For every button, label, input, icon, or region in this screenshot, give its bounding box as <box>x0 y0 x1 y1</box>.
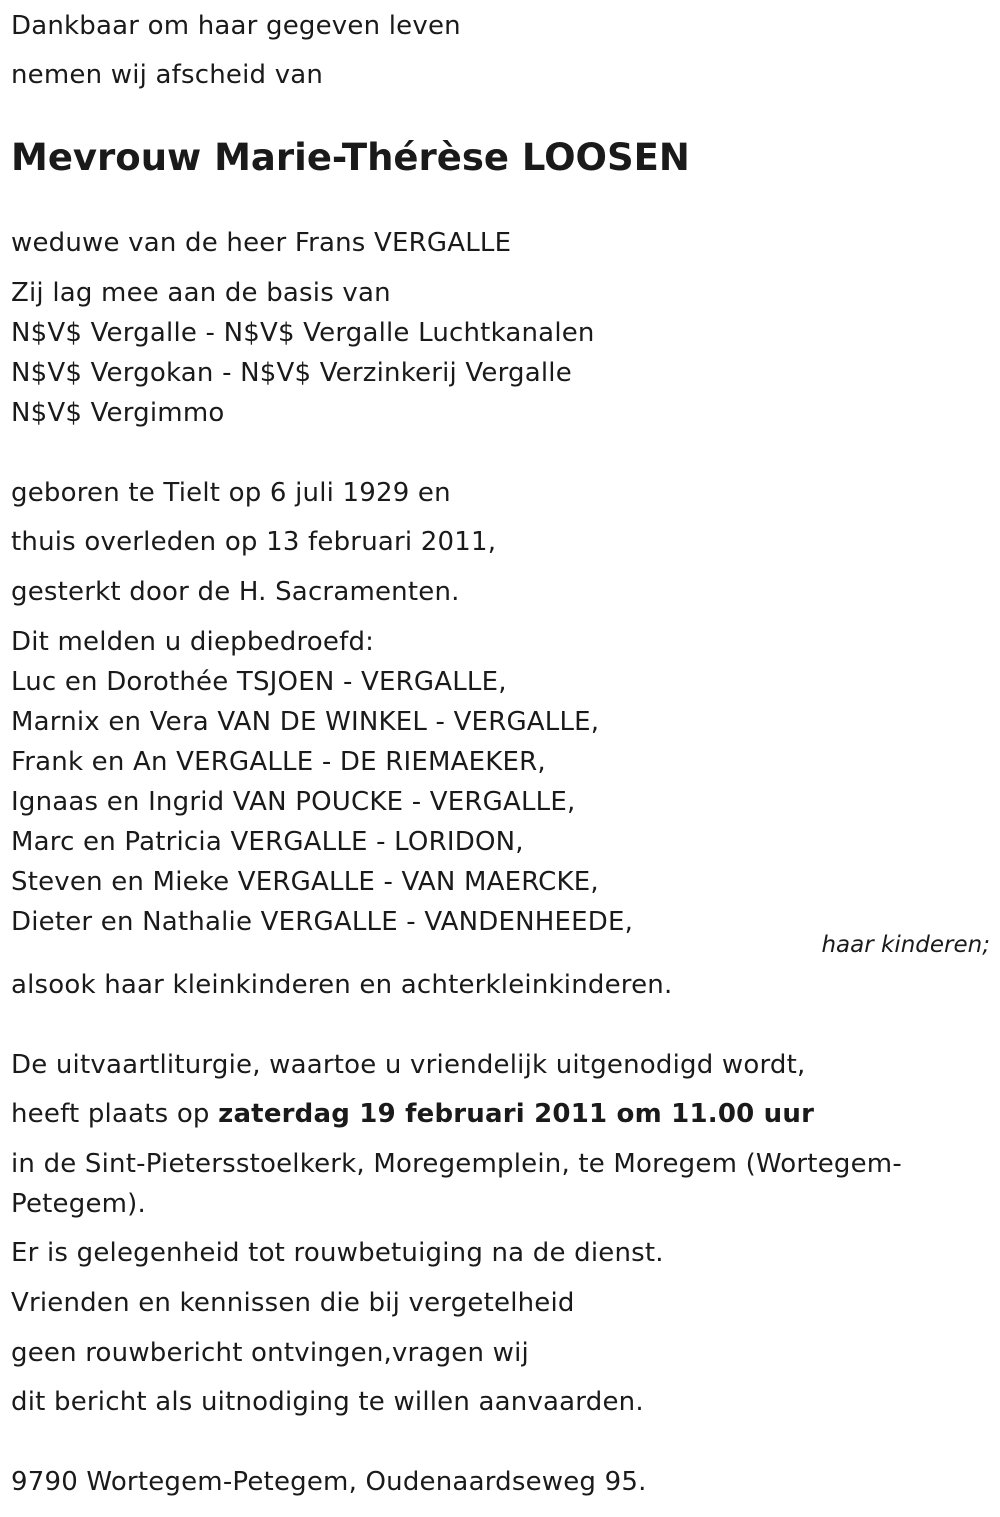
friends-line-1: Vrienden en kennissen die bij vergetelheid <box>11 1288 575 1318</box>
funeral-line-3: in de Sint-Pietersstoelkerk, Moregemplein, te Moregem (Wortegem- <box>11 1149 902 1179</box>
basis-line: N$V$ Vergimmo <box>11 398 225 428</box>
funeral-line-4: Petegem). <box>11 1189 146 1219</box>
friends-line-3: dit bericht als uitnodiging te willen aanvaarden. <box>11 1387 644 1417</box>
died-line: thuis overleden op 13 februari 2011, <box>11 527 497 557</box>
intro-line-1: Dankbaar om haar gegeven leven <box>11 11 461 41</box>
child-line: Frank en An VERGALLE - DE RIEMAEKER, <box>11 747 546 777</box>
address-line: 9790 Wortegem-Petegem, Oudenaardseweg 95. <box>11 1467 647 1497</box>
child-line: Luc en Dorothée TSJOEN - VERGALLE, <box>11 667 507 697</box>
child-line: Dieter en Nathalie VERGALLE - VANDENHEEDE, <box>11 907 634 937</box>
intro-line-2: nemen wij afscheid van <box>11 60 324 90</box>
funeral-line-2 <box>11 1099 814 1129</box>
born-line: geboren te Tielt op 6 juli 1929 en <box>11 478 451 508</box>
child-line: Ignaas en Ingrid VAN POUCKE - VERGALLE, <box>11 787 576 817</box>
funeral-line-2-prefix: heeft plaats op <box>11 1099 219 1129</box>
widow-of-line: weduwe van de heer Frans VERGALLE <box>11 228 512 258</box>
child-line: Marnix en Vera VAN DE WINKEL - VERGALLE, <box>11 707 600 737</box>
funeral-line-1: De uitvaartliturgie, waartoe u vriendelijk uitgenodigd wordt, <box>11 1050 806 1080</box>
grandchildren-line: alsook haar kleinkinderen en achterkleinkinderen. <box>11 970 673 1000</box>
friends-line-2: geen rouwbericht ontvingen,vragen wij <box>11 1338 529 1368</box>
children-note: haar kinderen; <box>821 932 990 958</box>
basis-line: N$V$ Vergalle - N$V$ Vergalle Luchtkanalen <box>11 318 595 348</box>
child-line: Marc en Patricia VERGALLE - LORIDON, <box>11 827 524 857</box>
deceased-name: Mevrouw Marie-Thérèse LOOSEN <box>11 136 690 179</box>
basis-line: N$V$ Vergokan - N$V$ Verzinkerij Vergalle <box>11 358 572 388</box>
family-heading: Dit melden u diepbedroefd: <box>11 627 375 657</box>
sacraments-line: gesterkt door de H. Sacramenten. <box>11 577 460 607</box>
funeral-date-time: zaterdag 19 februari 2011 om 11.00 uur <box>218 1099 815 1129</box>
basis-heading: Zij lag mee aan de basis van <box>11 278 391 308</box>
condolence-line: Er is gelegenheid tot rouwbetuiging na de dienst. <box>11 1238 664 1268</box>
child-line: Steven en Mieke VERGALLE - VAN MAERCKE, <box>11 867 599 897</box>
